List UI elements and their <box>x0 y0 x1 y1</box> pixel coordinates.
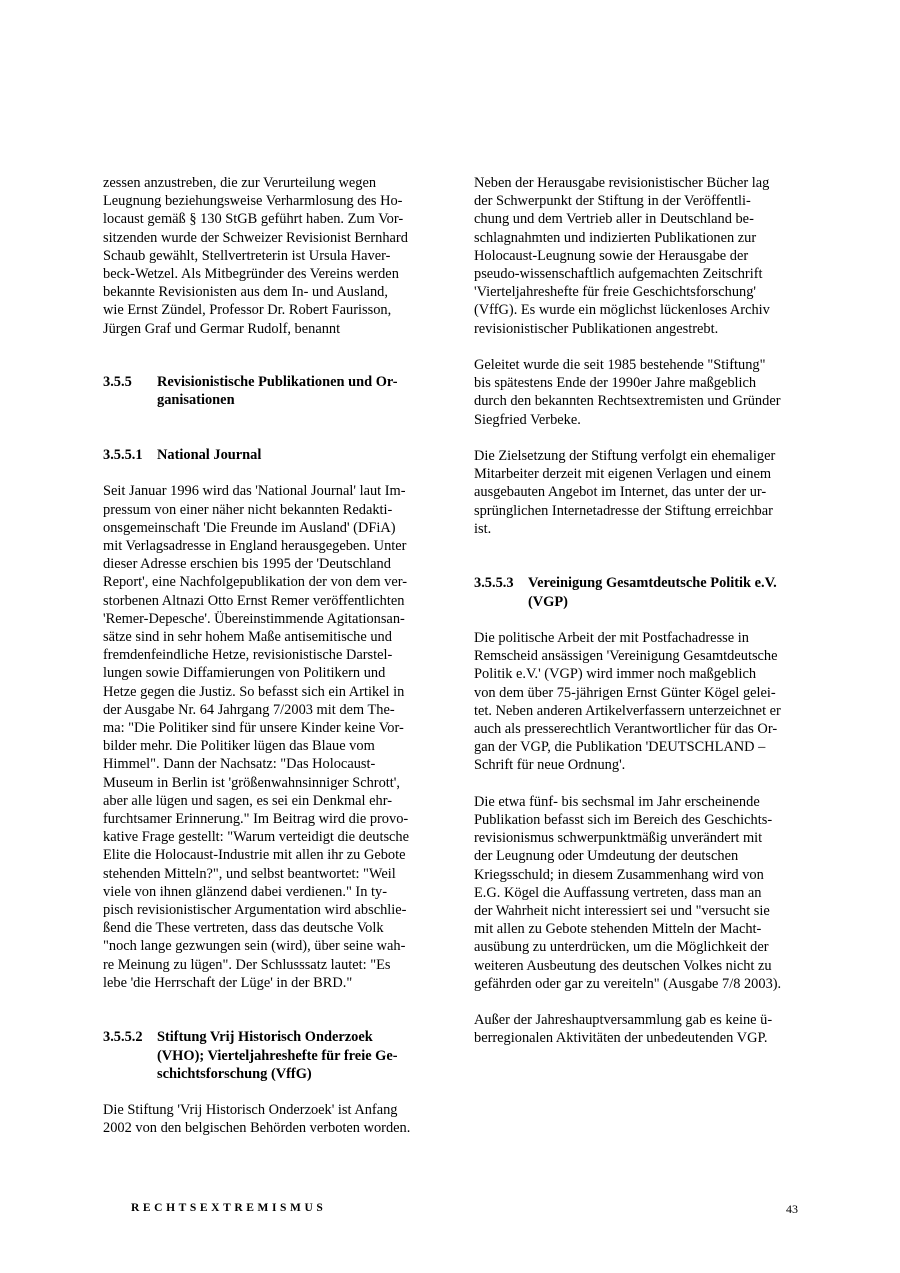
text-line: ausübung zu unterdrücken, um die Möglichkeit der <box>474 939 769 956</box>
paragraph-stiftung-books <box>474 174 804 338</box>
section-number: 3.5.5.1 <box>103 446 143 463</box>
text-line: Außer der Jahreshauptversammlung gab es keine ü- <box>474 1012 773 1029</box>
footer-running-title: RECHTSEXTREMISMUS <box>131 1202 327 1214</box>
text-line: aber alle lügen und sagen, es sei ein Denkmal ehr- <box>103 792 393 809</box>
text-line: tet. Neben anderen Artikelverfassern unterzeichnet er <box>474 702 781 719</box>
text-line: storbenen Altnazi Otto Ernst Remer veröffentlichten <box>103 592 405 609</box>
section-title: National Journal <box>157 446 262 463</box>
text-line: Holocaust-Leugnung sowie der Herausgabe der <box>474 247 749 264</box>
text-line: Seit Januar 1996 wird das 'National Journal' laut Im- <box>103 483 406 500</box>
text-line: stehenden Mitteln?", und selbst beantwortet: "Weil <box>103 865 396 882</box>
text-line: (VHO); Vierteljahreshefte für freie Ge- <box>157 1047 398 1064</box>
text-line: revisionismus schwerpunktmäßig unverändert mit <box>474 830 763 847</box>
text-line: von dem über 75-jährigen Ernst Günter Kögel gelei- <box>474 684 776 701</box>
text-line: Schaub gewählt, Stellvertreterin ist Ursula Haver- <box>103 247 391 264</box>
text-line: Neben der Herausgabe revisionistischer Bücher lag <box>474 175 770 191</box>
section-heading-3-5-5 <box>103 373 433 409</box>
text-line: 2002 von den belgischen Behörden verboten worden. <box>103 1120 411 1137</box>
national-journal-paragraph <box>103 482 433 992</box>
text-line: Hetze gegen die Justiz. So befasst sich ein Artikel in <box>103 683 405 700</box>
section-title <box>528 574 777 610</box>
text-line: bekannte Revisionisten aus dem In- und Ausland, <box>103 284 388 301</box>
section-title <box>157 1028 398 1083</box>
text-line: durch den bekannten Rechtsextremisten und Gründer <box>474 393 781 410</box>
text-line: Stiftung Vrij Historisch Onderzoek <box>157 1029 373 1046</box>
text-line: berregionalen Aktivitäten der unbedeutenden VGP. <box>474 1030 768 1047</box>
text-line: Remscheid ansässigen 'Vereinigung Gesamtdeutsche <box>474 648 778 665</box>
text-line: Siegfried Verbeke. <box>474 411 581 428</box>
vho-paragraph <box>103 1101 433 1137</box>
text-line: gan der VGP, die Publikation 'DEUTSCHLAND – <box>474 739 766 756</box>
section-number: 3.5.5.3 <box>474 575 514 592</box>
section-heading-3-5-5-2 <box>103 1028 433 1083</box>
left-column <box>103 174 433 1138</box>
text-line: bis spätestens Ende der 1990er Jahre maßgeblich <box>474 375 757 392</box>
text-line: Himmel". Dann der Nachsatz: "Das Holocaust- <box>103 756 376 773</box>
text-line: re Meinung zu lügen". Der Schlusssatz lautet: "Es <box>103 956 391 973</box>
text-line: viele von ihnen glänzend dabei verdienen." In ty- <box>103 883 387 900</box>
text-line: zessen anzustreben, die zur Verurteilung wegen <box>103 175 377 191</box>
intro-paragraph <box>103 174 433 338</box>
text-line: pisch revisionistischer Argumentation wird abschlie- <box>103 902 407 919</box>
section-number: 3.5.5.2 <box>103 1029 143 1046</box>
text-line: pseudo-wissenschaftlich aufgemachten Zeitschrift <box>474 266 763 283</box>
text-line: onsgemeinschaft 'Die Freunde im Ausland' (DFiA) <box>103 519 396 536</box>
text-line: ausgebauten Angebot im Internet, das unter der ur- <box>474 484 767 501</box>
text-line: lebe 'die Herrschaft der Lüge' in der BRD." <box>103 974 353 991</box>
text-line: dieser Adresse erschien bis 1995 der 'Deutschland <box>103 556 391 573</box>
paragraph-vgp-publication <box>474 793 804 993</box>
text-line: Leugnung beziehungsweise Verharmlosung des Ho- <box>103 193 403 210</box>
text-line: Kriegsschuld; in diesem Zusammenhang wird von <box>474 866 764 883</box>
text-line: "noch lange gezwungen sein (wird), über seine wah- <box>103 938 406 955</box>
text-line: ma: "Die Politiker sind für unsere Kinder keine Vor- <box>103 720 404 737</box>
text-line: 'Vierteljahreshefte für freie Geschichtsforschung' <box>474 284 757 301</box>
text-line: der Leugnung oder Umdeutung der deutschen <box>474 848 739 865</box>
text-line: wie Ernst Zündel, Professor Dr. Robert Faurisson, <box>103 302 392 319</box>
text-line: kative Frage gestellt: "Warum verteidigt die deutsche <box>103 829 410 846</box>
page-number: 43 <box>786 1202 798 1216</box>
text-line: gefährden oder gar zu vereiteln" (Ausgabe 7/8 2003). <box>474 975 782 992</box>
paragraph-stiftung-goals <box>474 447 804 538</box>
text-line: Politik e.V.' (VGP) wird immer noch maßgeblich <box>474 666 757 683</box>
text-line: sprünglichen Internetadresse der Stiftung erreichbar <box>474 502 773 519</box>
text-line: schichtsforschung (VffG) <box>157 1065 312 1082</box>
text-line: Schrift für neue Ordnung'. <box>474 757 626 774</box>
section-heading-3-5-5-3 <box>474 574 804 610</box>
text-line: bilder mehr. Die Politiker lügen das Blaue vom <box>103 738 375 755</box>
text-line: weiteren Ausbeutung des deutschen Volkes nicht zu <box>474 957 772 974</box>
text-line: locaust gemäß § 130 StGB geführt haben. Zum Vor- <box>103 211 404 228</box>
text-line: pressum von einer näher nicht bekannten Redakti- <box>103 501 393 518</box>
text-line: Elite die Holocaust-Industrie mit allen ihr zu Gebote <box>103 847 406 864</box>
text-line: auch als presserechtlich Verantwortlicher für das Or- <box>474 721 778 738</box>
text-line: Publikation befasst sich im Bereich des Geschichts- <box>474 812 773 829</box>
text-line: chung und dem Vertrieb aller in Deutschland be- <box>474 211 754 228</box>
text-line: (VGP) <box>528 593 568 610</box>
text-line: E.G. Kögel die Auffassung vertreten, dass man an <box>474 884 762 901</box>
paragraph-vgp-activities <box>474 1011 804 1047</box>
text-line: 'Remer-Depesche'. Übereinstimmende Agitationsan- <box>103 610 405 627</box>
text-line: Revisionistische Publikationen und Or- <box>157 374 398 391</box>
text-line: Die politische Arbeit der mit Postfachadresse in <box>474 630 749 646</box>
text-line: Geleitet wurde die seit 1985 bestehende "Stiftung" <box>474 357 766 374</box>
text-line: Mitarbeiter derzeit mit eigenen Verlagen und einem <box>474 466 772 483</box>
text-line: revisionistischer Publikationen angestrebt. <box>474 320 719 337</box>
text-line: der Schwerpunkt der Stiftung in der Veröffentli- <box>474 193 751 210</box>
section-number: 3.5.5 <box>103 374 132 391</box>
paragraph-vgp-work <box>474 629 804 775</box>
text-line: beck-Wetzel. Als Mitbegründer des Vereins werden <box>103 266 399 283</box>
text-line: der Ausgabe Nr. 64 Jahrgang 7/2003 mit dem The- <box>103 701 395 718</box>
right-column <box>474 174 804 1048</box>
text-line: mit Verlagsadresse in England herausgegeben. Unter <box>103 537 407 554</box>
text-line: ßend die These vertreten, dass das deutsche Volk <box>103 920 384 937</box>
section-title <box>157 373 398 409</box>
text-line: schlagnahmten und indizierten Publikationen zur <box>474 229 757 246</box>
text-line: (VffG). Es wurde ein möglichst lückenloses Archiv <box>474 302 770 319</box>
text-line: Jürgen Graf und Germar Rudolf, benannt <box>103 320 341 337</box>
text-line: furchtsamer Erinnerung." Im Beitrag wird die provo- <box>103 811 409 828</box>
text-line: sitzenden wurde der Schweizer Revisionist Bernhard <box>103 229 408 246</box>
text-line: Vereinigung Gesamtdeutsche Politik e.V. <box>528 575 777 592</box>
text-line: fremdenfeindliche Hetze, revisionistische Darstel- <box>103 647 393 664</box>
text-line: Die Zielsetzung der Stiftung verfolgt ein ehemaliger <box>474 448 776 465</box>
text-line: lungen sowie Diffamierungen von Politikern und <box>103 665 386 682</box>
paragraph-stiftung-leadership <box>474 356 804 429</box>
text-line: Report', eine Nachfolgepublikation der von dem ver- <box>103 574 408 591</box>
text-line: mit allen zu Gebote stehenden Mitteln der Macht- <box>474 921 762 938</box>
text-line: der Wahrheit nicht interessiert sei und "versucht sie <box>474 903 770 920</box>
text-line: Die Stiftung 'Vrij Historisch Onderzoek' ist Anfang <box>103 1102 398 1119</box>
text-line: Die etwa fünf- bis sechsmal im Jahr erscheinende <box>474 793 760 810</box>
section-heading-3-5-5-1 <box>103 446 433 464</box>
text-line: ist. <box>474 520 492 537</box>
text-line: sätze sind in sehr hohem Maße antisemitische und <box>103 629 392 645</box>
text-line: Museum in Berlin ist 'größenwahnsinniger Schrott', <box>103 774 400 791</box>
text-line: ganisationen <box>157 392 235 409</box>
